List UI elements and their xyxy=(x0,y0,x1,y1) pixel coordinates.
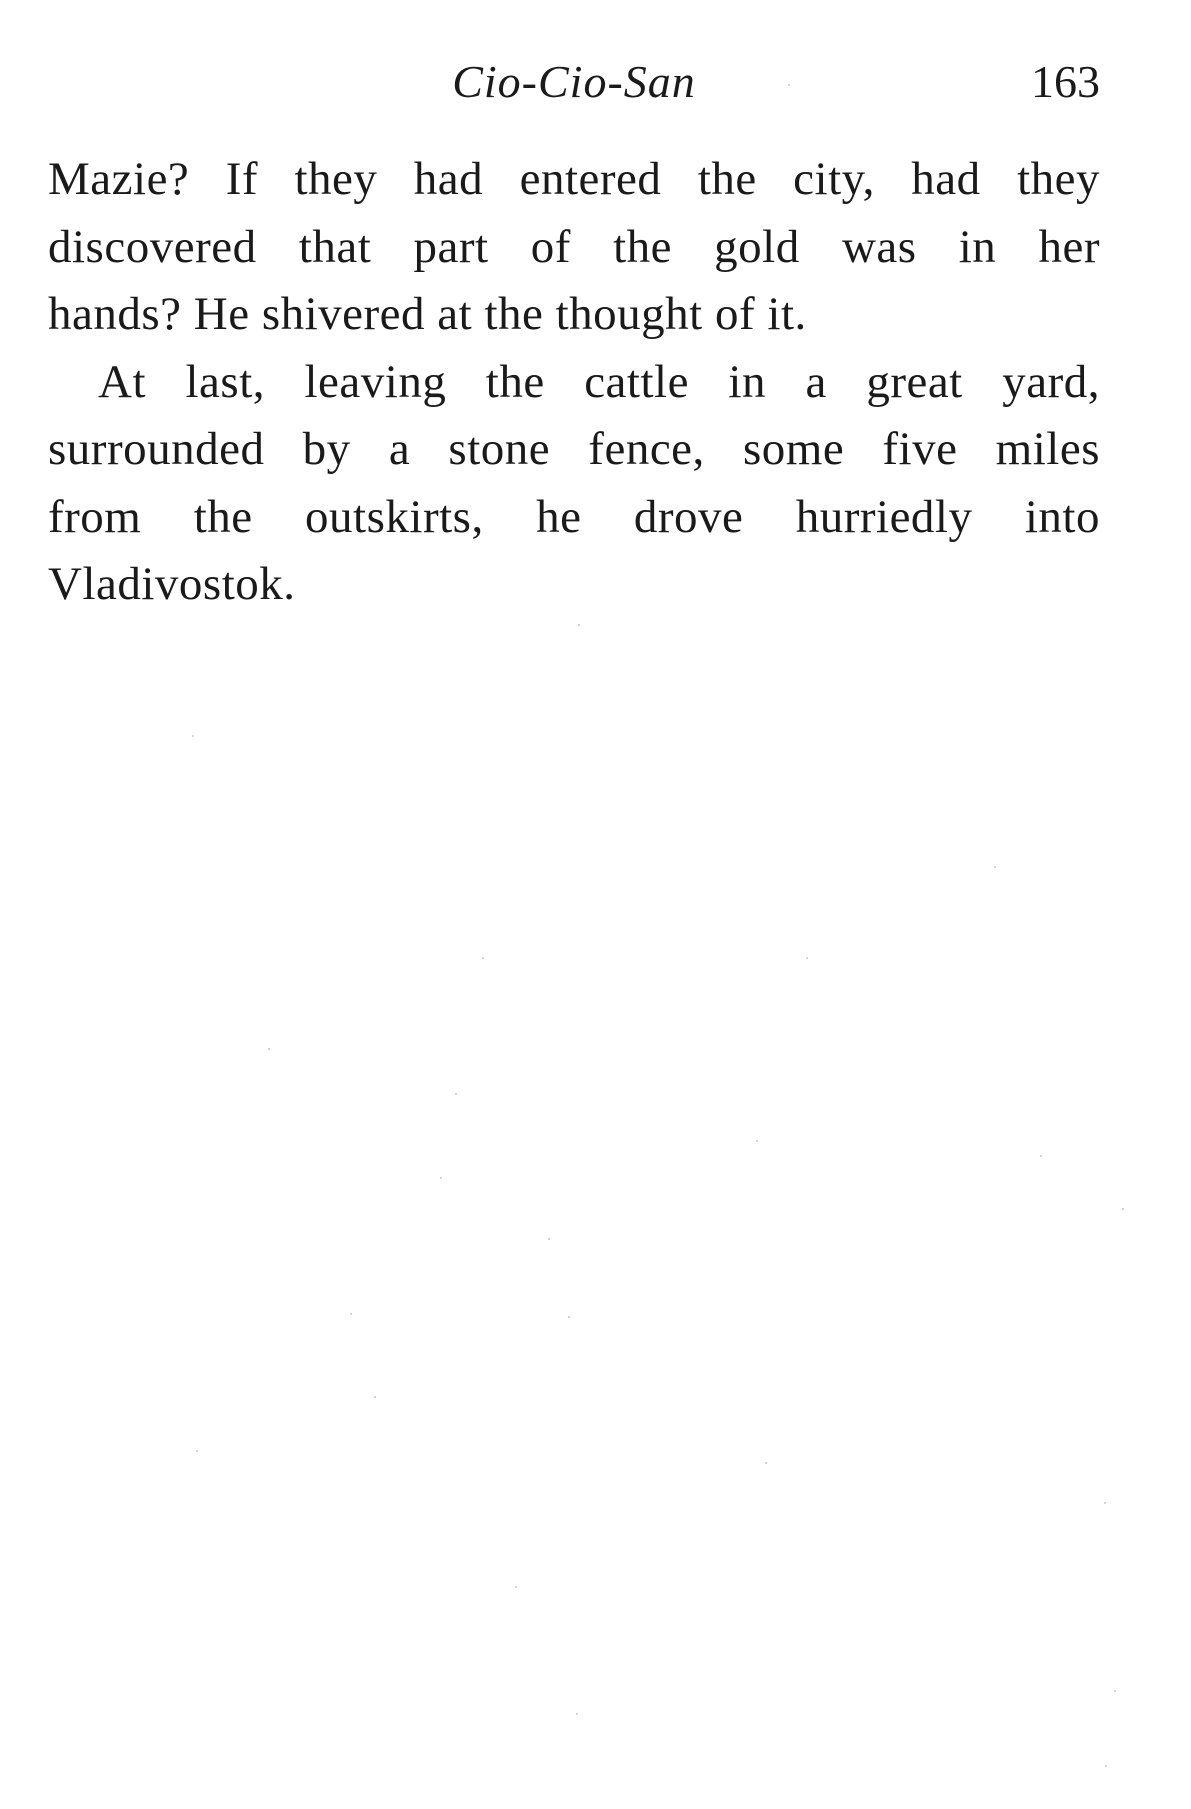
paper-speck xyxy=(576,1713,578,1715)
paper-speck xyxy=(440,1177,442,1179)
paper-speck xyxy=(756,1140,758,1142)
paper-speck xyxy=(192,735,194,737)
text-line: Vladivostok. xyxy=(48,558,296,610)
paper-speck xyxy=(806,957,808,959)
text-line: surrounded by a stone fence, some five miles xyxy=(48,423,1100,475)
paragraph-2 xyxy=(48,349,1100,619)
paper-speck xyxy=(548,1238,550,1240)
paper-speck xyxy=(268,1048,270,1050)
paper-speck xyxy=(994,866,996,868)
text-line: hands? He shivered at the thought of it. xyxy=(48,288,807,340)
paper-speck xyxy=(1104,1502,1106,1504)
paper-speck xyxy=(482,957,484,959)
paper-speck xyxy=(374,1396,376,1398)
paper-speck xyxy=(455,1093,457,1095)
text-line: discovered that part of the gold was in her xyxy=(48,220,1100,273)
paper-speck xyxy=(1040,1155,1042,1157)
text-line: Mazie? If they had entered the city, had they xyxy=(48,153,1100,205)
paper-speck xyxy=(196,1450,198,1452)
running-head xyxy=(48,52,1100,112)
paper-speck xyxy=(1114,1690,1116,1692)
paper-speck xyxy=(765,1462,767,1464)
paper-speck xyxy=(1105,1765,1107,1767)
running-title: Cio-Cio-San xyxy=(452,56,696,107)
paper-speck xyxy=(788,84,790,86)
paper-speck xyxy=(578,624,580,626)
paragraph-1 xyxy=(48,146,1100,349)
paper-speck xyxy=(568,1316,570,1318)
text-line: from the outskirts, he drove hurriedly into xyxy=(48,490,1100,543)
body-text xyxy=(48,146,1100,619)
text-line: At last, leaving the cattle in a great yard, xyxy=(98,355,1100,408)
paper-speck xyxy=(1122,1208,1124,1210)
paper-speck xyxy=(515,1586,517,1588)
paper-speck xyxy=(350,1313,352,1315)
page-number: 163 xyxy=(1031,56,1100,107)
